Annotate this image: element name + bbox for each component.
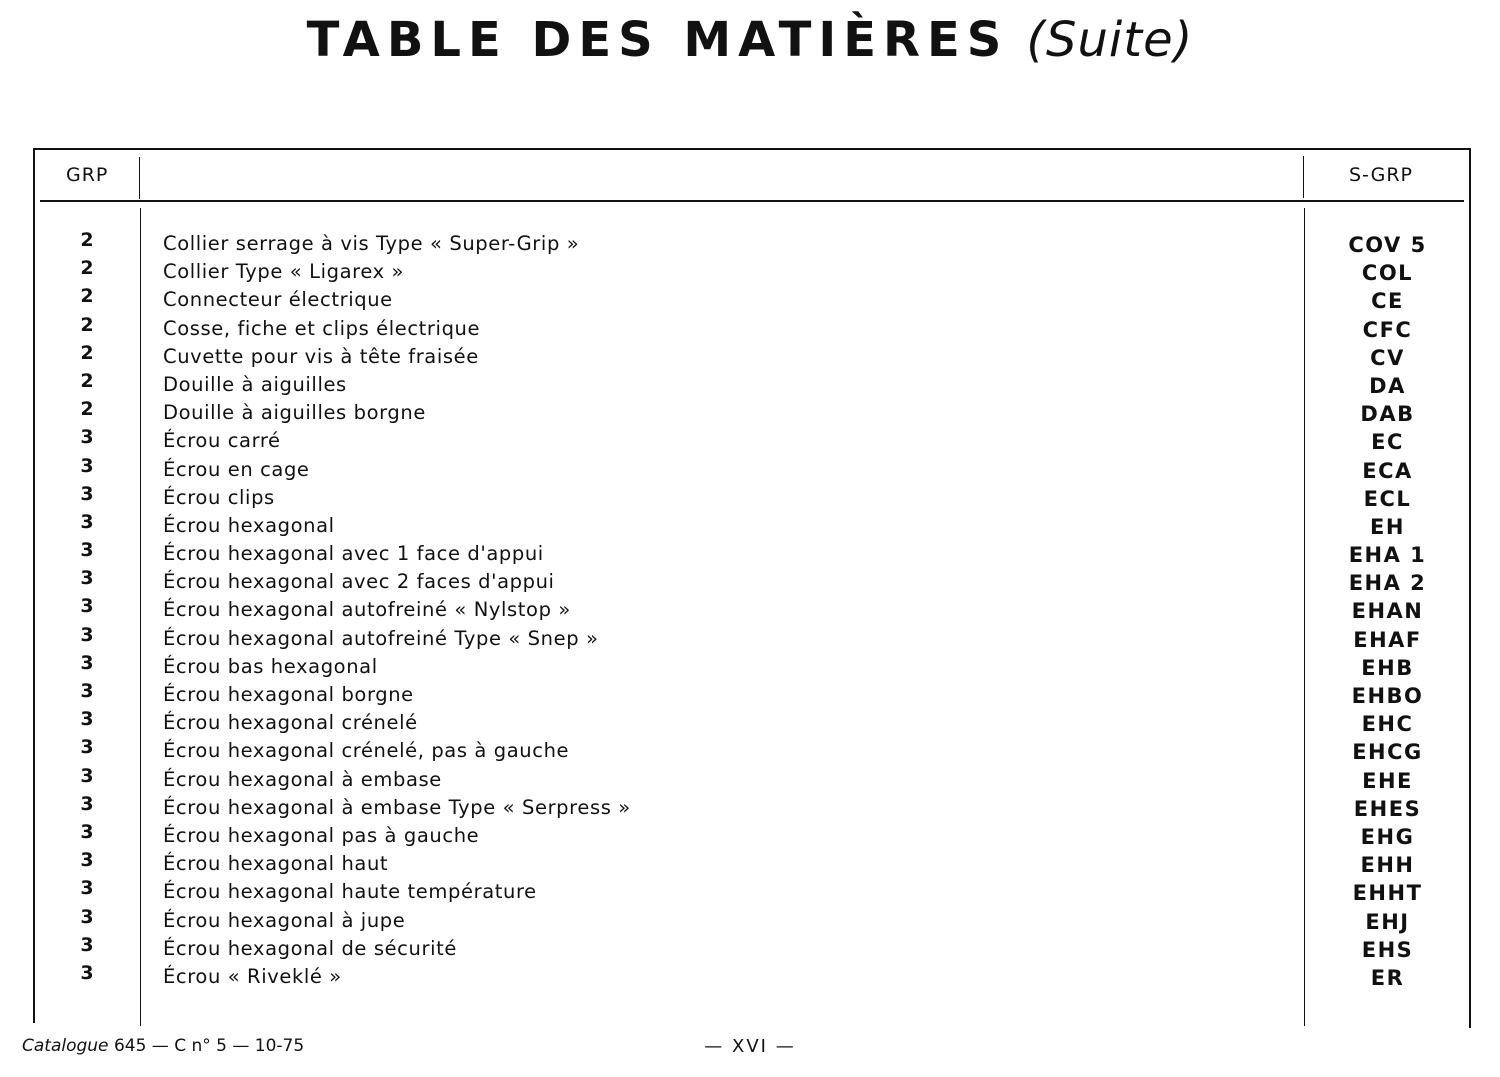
table-row (0, 736, 1500, 764)
grp-cell: 2 (80, 229, 94, 251)
table-row (0, 455, 1500, 483)
subgroup-code: EC (1371, 430, 1404, 455)
table-body (0, 229, 1500, 990)
column-divider (1303, 156, 1304, 198)
entry-label: Écrou hexagonal de sécurité (163, 936, 457, 960)
grp-cell: 3 (80, 567, 94, 590)
grp-cell: 3 (80, 764, 94, 787)
title-main: TABLE DES MATIÈRES (306, 12, 1009, 68)
subgroup-code: EHAN (1351, 599, 1424, 624)
entry-label: Écrou bas hexagonal (163, 654, 378, 678)
grp-cell: 3 (80, 877, 94, 900)
entry-label: Écrou hexagonal crénelé (163, 711, 418, 735)
table-row (0, 652, 1500, 680)
entry-label: Connecteur électrique (163, 288, 393, 312)
table-row (0, 680, 1500, 708)
column-header-grp: GRP (66, 164, 109, 186)
subgroup-code: EHB (1361, 655, 1414, 680)
table-row (0, 849, 1500, 877)
table-row (0, 962, 1500, 990)
subgroup-code: EHES (1353, 796, 1422, 821)
entry-label: Écrou hexagonal pas à gauche (163, 823, 480, 847)
entry-label: Écrou hexagonal borgne (163, 683, 414, 706)
column-divider (139, 157, 140, 199)
entry-label: Écrou hexagonal à embase Type « Serpress » (163, 795, 631, 819)
grp-cell: 2 (80, 398, 94, 421)
column-header-sgrp: S-GRP (1349, 164, 1413, 186)
entry-label: Écrou hexagonal autofreiné « Nylstop » (163, 598, 571, 622)
grp-cell: 2 (80, 285, 94, 308)
subgroup-code: EHS (1361, 937, 1414, 962)
entry-label: Écrou hexagonal crénelé, pas à gauche (163, 739, 570, 763)
table-row (0, 595, 1500, 623)
entry-label: Douille à aiguilles (163, 372, 347, 396)
table-row (0, 257, 1500, 285)
entry-label: Douille à aiguilles borgne (163, 401, 426, 425)
table-row (0, 765, 1500, 793)
grp-cell: 3 (80, 849, 94, 872)
grp-cell: 3 (80, 595, 94, 618)
table-row (0, 370, 1500, 398)
subgroup-code: CE (1371, 289, 1404, 314)
subgroup-code: EH (1370, 514, 1405, 539)
subgroup-code: ECA (1362, 458, 1413, 483)
subgroup-code: CFC (1362, 317, 1413, 342)
table-row (0, 229, 1500, 257)
entry-label: Écrou hexagonal avec 1 face d'appui (163, 542, 544, 566)
table-row (0, 793, 1500, 821)
subgroup-code: CV (1370, 345, 1405, 370)
table-row (0, 821, 1500, 849)
subgroup-code: DAB (1360, 402, 1415, 427)
table-row (0, 285, 1500, 313)
grp-cell: 3 (80, 792, 94, 815)
subgroup-code: EHE (1362, 768, 1413, 793)
table-row (0, 906, 1500, 934)
subgroup-code: EHCG (1352, 740, 1423, 765)
grp-cell: 3 (80, 651, 94, 674)
table-row (0, 539, 1500, 567)
entry-label: Écrou en cage (163, 457, 310, 481)
subgroup-code: ER (1370, 965, 1405, 990)
entry-label: Écrou hexagonal autofreiné Type « Snep » (163, 626, 599, 650)
entry-label: Collier serrage à vis Type « Super-Grip » (163, 232, 580, 255)
grp-cell: 3 (80, 539, 94, 562)
catalogue-label: Catalogue (22, 1036, 109, 1056)
entry-label: Cosse, fiche et clips électrique (163, 316, 481, 340)
subgroup-code: EHJ (1365, 909, 1410, 934)
header-divider (40, 200, 1464, 202)
entry-label: Écrou « Riveklé » (163, 964, 342, 988)
table-row (0, 934, 1500, 962)
subgroup-code: COV 5 (1348, 233, 1427, 257)
table-row (0, 342, 1500, 370)
table-row (0, 877, 1500, 905)
subgroup-code: EHC (1361, 712, 1414, 737)
entry-label: Écrou hexagonal à embase (163, 767, 442, 791)
entry-label: Écrou carré (163, 429, 281, 453)
entry-label: Écrou hexagonal haut (163, 852, 389, 876)
grp-cell: 2 (80, 257, 94, 280)
entry-label: Cuvette pour vis à tête fraisée (163, 344, 479, 368)
page-title (0, 12, 1500, 68)
grp-cell: 3 (80, 680, 94, 702)
subgroup-code: DA (1369, 373, 1406, 398)
table-row (0, 511, 1500, 539)
table-row (0, 708, 1500, 736)
grp-cell: 3 (80, 708, 94, 731)
subgroup-code: ECL (1363, 486, 1412, 511)
entry-label: Écrou hexagonal (163, 513, 335, 537)
subgroup-code: EHG (1360, 824, 1415, 849)
subgroup-code: EHHT (1352, 881, 1423, 906)
grp-cell: 3 (80, 426, 94, 449)
grp-cell: 3 (80, 482, 94, 505)
grp-cell: 3 (80, 454, 94, 477)
entry-label: Écrou hexagonal haute température (163, 880, 537, 904)
table-row (0, 483, 1500, 511)
table-frame-top (33, 148, 1471, 150)
grp-cell: 3 (80, 961, 94, 984)
catalogue-reference: 645 — C n° 5 — 10-75 (113, 1036, 305, 1056)
grp-cell: 2 (80, 341, 94, 364)
entry-label: Écrou clips (163, 485, 275, 509)
entry-label: Collier Type « Ligarex » (163, 260, 405, 284)
grp-cell: 3 (80, 820, 94, 843)
table-row (0, 314, 1500, 342)
grp-cell: 3 (80, 736, 94, 759)
grp-cell: 2 (80, 313, 94, 336)
page-number: — XVI — (704, 1036, 796, 1057)
table-row (0, 426, 1500, 454)
title-suffix: (Suite) (1026, 12, 1194, 68)
grp-cell: 3 (80, 905, 94, 928)
subgroup-code: EHAF (1353, 627, 1422, 652)
table-row (0, 624, 1500, 652)
subgroup-code: EHA 1 (1348, 543, 1427, 568)
subgroup-code: COL (1361, 261, 1414, 286)
entry-label: Écrou hexagonal à jupe (163, 908, 406, 932)
table-row (0, 398, 1500, 426)
table-row (0, 567, 1500, 595)
subgroup-code: EHBO (1351, 684, 1424, 708)
grp-cell: 3 (80, 510, 94, 533)
subgroup-code: EHH (1360, 853, 1415, 878)
entry-label: Écrou hexagonal avec 2 faces d'appui (163, 570, 555, 594)
grp-cell: 2 (80, 369, 94, 392)
subgroup-code: EHA 2 (1348, 571, 1427, 596)
grp-cell: 3 (80, 623, 94, 646)
grp-cell: 3 (80, 933, 94, 956)
